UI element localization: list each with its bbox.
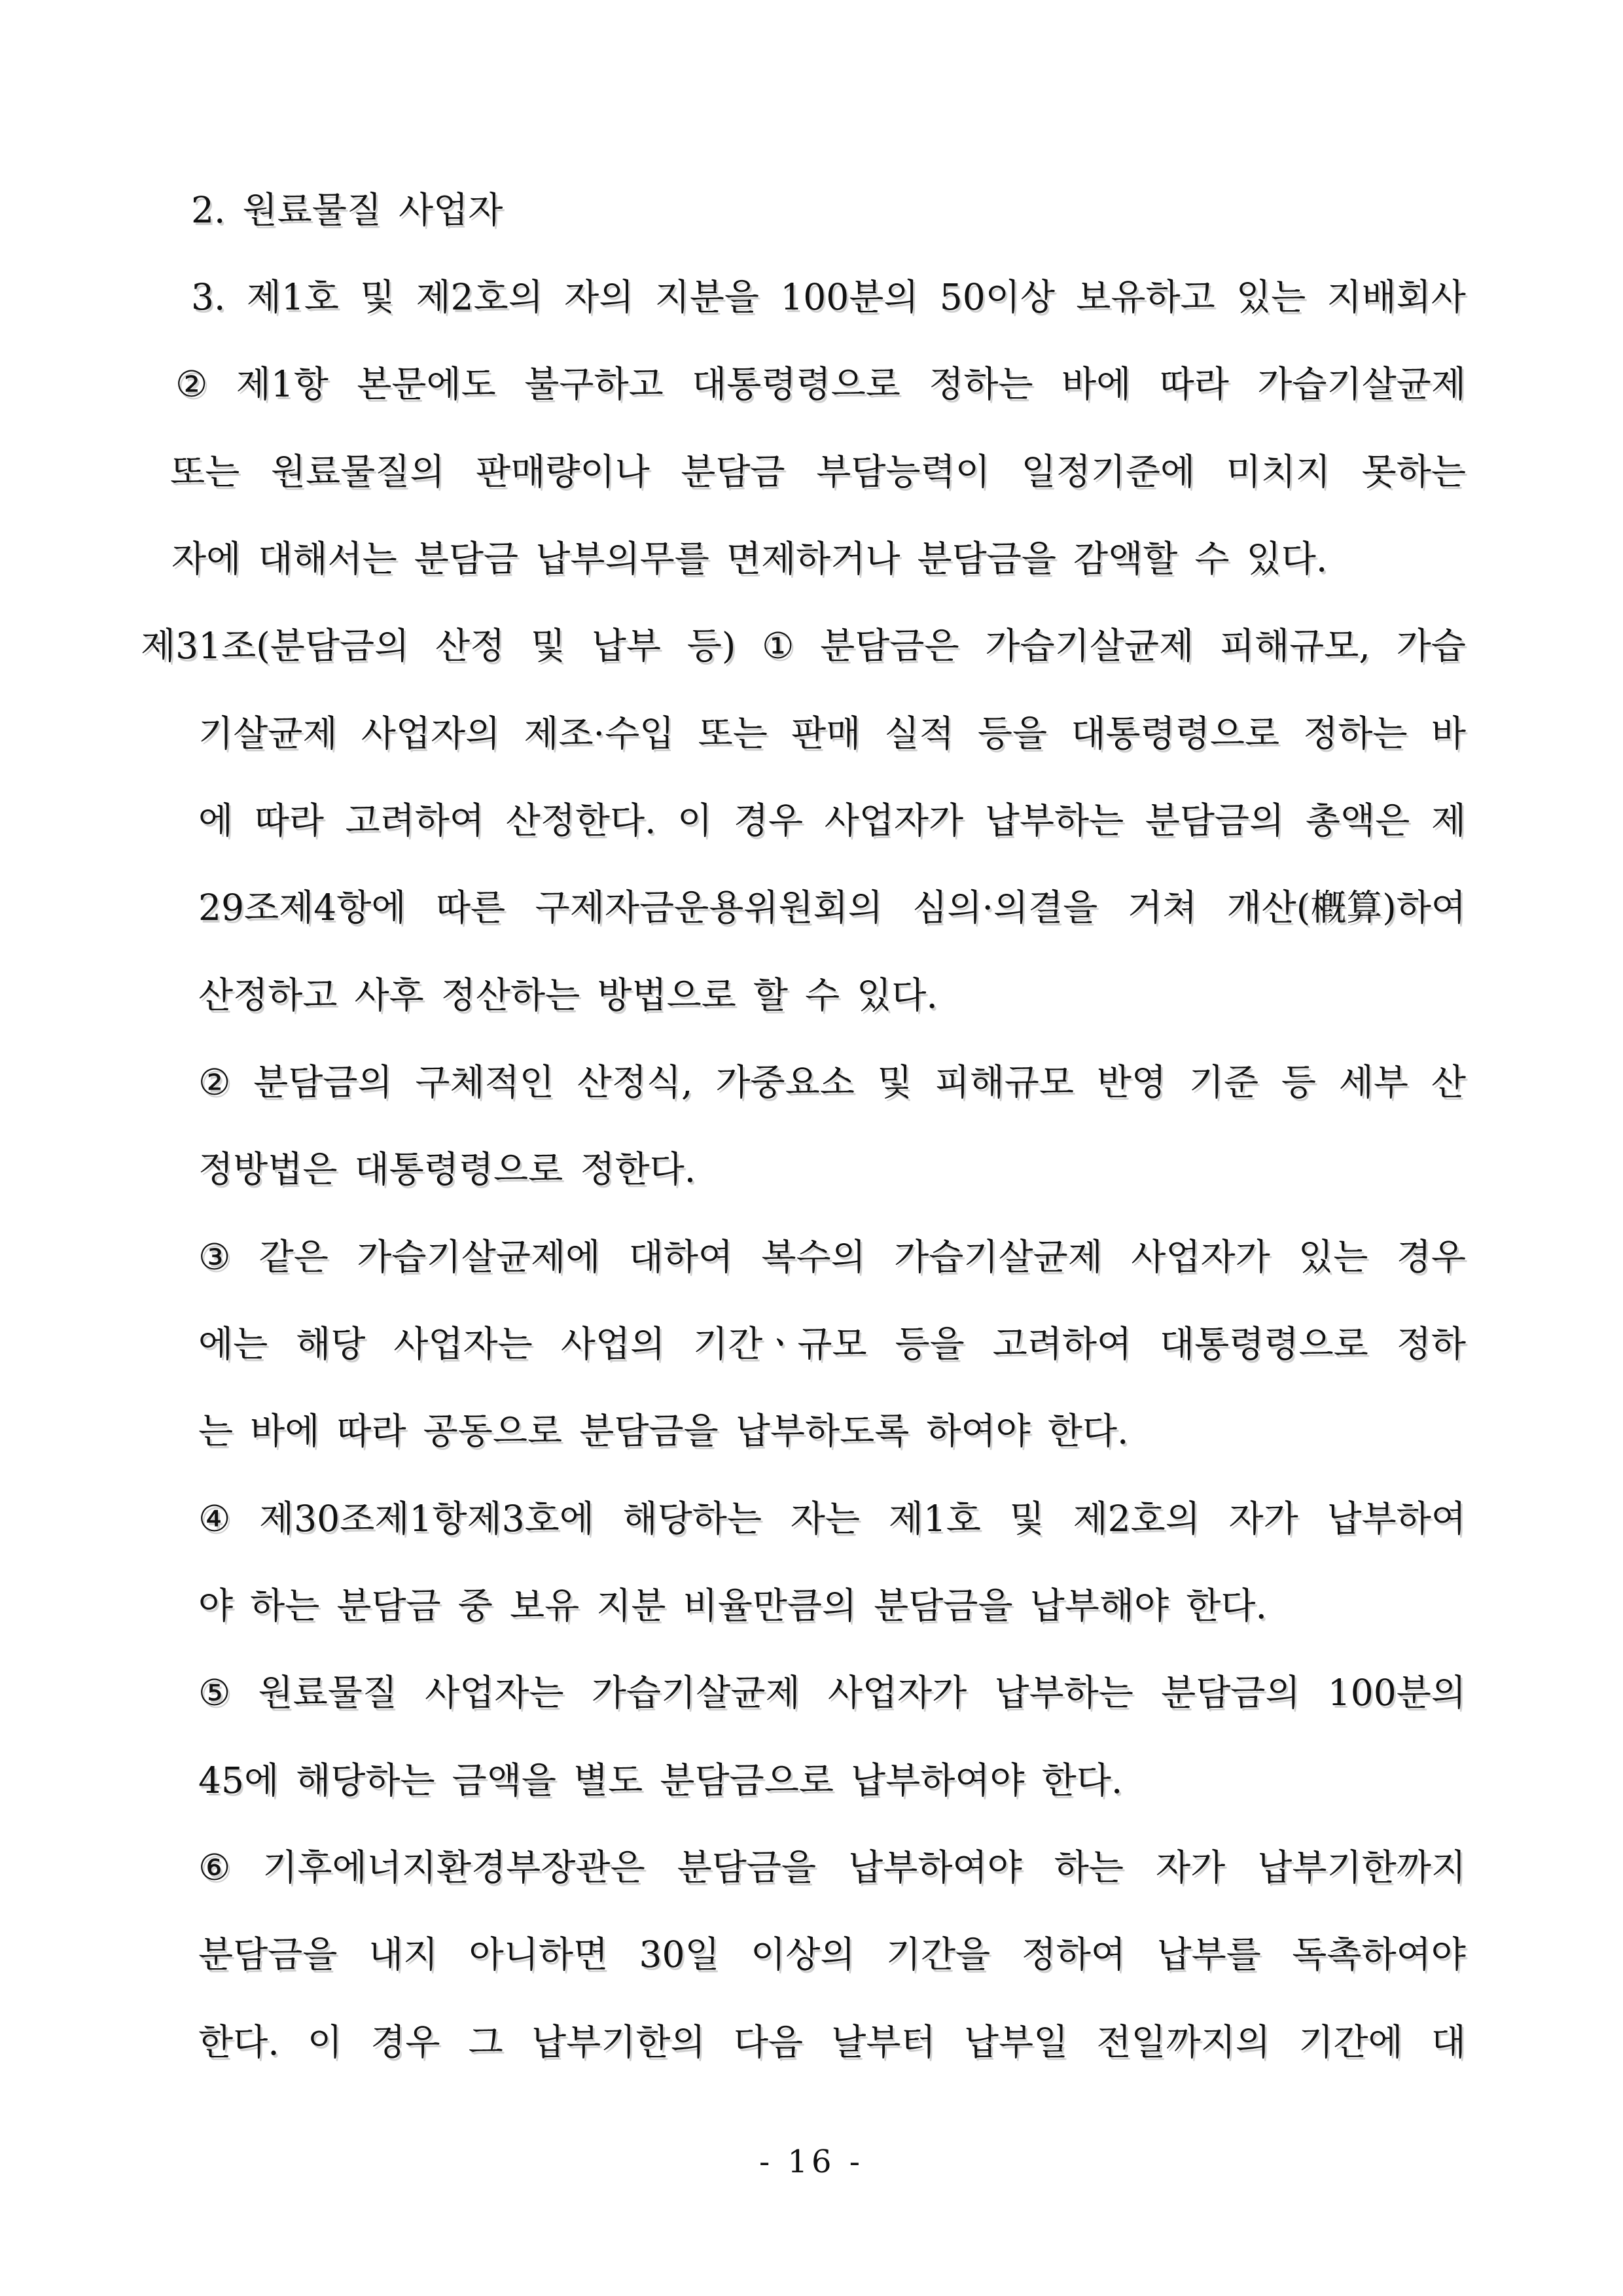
word: 자의 xyxy=(564,276,634,318)
word: 따라 xyxy=(336,1410,406,1452)
word: 따라 xyxy=(1159,363,1229,405)
word: 100분의 xyxy=(780,276,919,318)
word: 산정하고 xyxy=(198,974,338,1016)
word: 방법으로 xyxy=(597,974,736,1016)
word: 대통령령으로 xyxy=(1071,713,1280,754)
doc-line xyxy=(198,802,1466,839)
word: 원료물질의 xyxy=(270,451,445,493)
word: 는 xyxy=(198,1410,234,1452)
word: 비율만큼의 xyxy=(683,1585,857,1627)
doc-line xyxy=(198,1238,1466,1276)
word: 그 xyxy=(468,2021,503,2063)
word: 납부 xyxy=(591,625,662,667)
word: 대해서는 xyxy=(258,538,397,580)
word: 가습기살균제 xyxy=(985,625,1194,667)
word: 정하는 xyxy=(1303,713,1408,754)
word: 바에 xyxy=(250,1410,320,1452)
word: 납부해야 xyxy=(1029,1585,1169,1627)
word: 가습기살균제 xyxy=(1257,363,1466,405)
word: 분담금의 xyxy=(1145,800,1285,841)
word: 경우 xyxy=(1396,1236,1466,1278)
word: 기간ㆍ규모 xyxy=(692,1323,867,1365)
word: 2. xyxy=(191,189,226,231)
word: 납부하여야 xyxy=(850,1759,1025,1801)
word: 공동으로 xyxy=(423,1410,563,1452)
word: 중 xyxy=(457,1585,493,1627)
word: 및 xyxy=(1009,1498,1044,1540)
word: 50이상 xyxy=(939,276,1055,318)
word: 경우 xyxy=(370,2021,440,2063)
word: 이상의 xyxy=(751,1934,855,1975)
word: 반영 xyxy=(1096,1061,1167,1103)
word: 해당하는 xyxy=(296,1759,435,1801)
word: ⑥ xyxy=(198,1846,231,1888)
word: ② xyxy=(175,363,208,405)
word: 또는 xyxy=(698,713,768,754)
word: 납부하는 xyxy=(984,800,1124,841)
word: 한다. xyxy=(1186,1585,1267,1627)
word: 산정 xyxy=(435,625,505,667)
word: 사업자는 xyxy=(393,1323,533,1365)
word: 개산(槪算)하여 xyxy=(1226,887,1466,928)
word: 이 xyxy=(307,2021,343,2063)
doc-line xyxy=(171,540,1327,578)
word: 구제자금운용위원회의 xyxy=(535,887,883,928)
word: 판매량이나 xyxy=(476,451,650,493)
word: 따라 xyxy=(254,800,324,841)
word: 사업자가 xyxy=(824,800,964,841)
doc-line xyxy=(198,1412,1129,1450)
word: 및 xyxy=(877,1061,912,1103)
word: 자에 xyxy=(171,538,241,580)
word: 보유 xyxy=(509,1585,580,1627)
word: 납부의무를 xyxy=(535,538,709,580)
word: 기살균제 xyxy=(198,713,338,754)
word: 이 xyxy=(677,800,713,841)
word: 있는 xyxy=(1298,1236,1368,1278)
word: 분담금 xyxy=(414,538,519,580)
word: ① xyxy=(762,625,794,667)
word: 바에 xyxy=(1061,363,1132,405)
word: 가습기살균제 xyxy=(591,1672,800,1714)
word: 지배회사 xyxy=(1327,276,1466,318)
doc-line xyxy=(198,1500,1466,1538)
word: 사후 xyxy=(354,974,424,1016)
doc-line xyxy=(198,1150,696,1188)
word: 분담금 xyxy=(681,451,785,493)
word: 세부 xyxy=(1338,1061,1409,1103)
word: 사업자는 xyxy=(425,1672,564,1714)
word: 고려하여 xyxy=(992,1323,1132,1365)
word: 제1호 xyxy=(888,1498,981,1540)
word: 전일까지의 xyxy=(1096,2021,1271,2063)
word: 제30조제1항제3호에 xyxy=(259,1498,594,1540)
word: 복수의 xyxy=(761,1236,866,1278)
word: 경우 xyxy=(733,800,804,841)
word: 산정한다. xyxy=(505,800,656,841)
doc-line xyxy=(191,191,503,229)
doc-line xyxy=(198,1848,1466,1886)
word: 별도 xyxy=(573,1759,643,1801)
word: 45에 xyxy=(198,1759,279,1801)
word: 할 xyxy=(753,974,788,1016)
word: 등을 xyxy=(895,1323,965,1365)
word: 독촉하여야 xyxy=(1292,1934,1466,1975)
word: 야 xyxy=(198,1585,234,1627)
word: 판매 xyxy=(791,713,861,754)
word: 등을 xyxy=(977,713,1048,754)
word: 정산하는 xyxy=(440,974,580,1016)
word: 분담금으로 xyxy=(660,1759,834,1801)
word: 납부하여야 xyxy=(848,1846,1022,1888)
word: 수 xyxy=(805,974,840,1016)
doc-line xyxy=(198,976,938,1014)
word: 에는 xyxy=(198,1323,268,1365)
word: 등) xyxy=(687,625,736,667)
word: 못하는 xyxy=(1361,451,1466,493)
word: ③ xyxy=(198,1236,231,1278)
word: 정하 xyxy=(1396,1323,1466,1365)
word: 원료물질 xyxy=(242,189,382,231)
word: 등 xyxy=(1281,1061,1317,1103)
word: 따른 xyxy=(435,887,506,928)
word: 100분의 xyxy=(1327,1672,1466,1714)
word: 총액은 xyxy=(1305,800,1410,841)
word: 가중요소 xyxy=(715,1061,855,1103)
word: 거쳐 xyxy=(1127,887,1198,928)
word: 지분 xyxy=(596,1585,666,1627)
word: ④ xyxy=(198,1498,231,1540)
word: 사업자가 xyxy=(827,1672,967,1714)
word: 있다. xyxy=(1246,538,1328,580)
word: 하는 xyxy=(1054,1846,1124,1888)
doc-line xyxy=(198,1325,1466,1363)
word: 또는 xyxy=(170,451,240,493)
word: 한다. xyxy=(198,2021,279,2063)
word: 제 xyxy=(1431,800,1466,841)
word: ② xyxy=(198,1061,231,1103)
word: 분담금의 xyxy=(1161,1672,1300,1714)
word: 면제하거나 xyxy=(726,538,901,580)
word: 피해규모 xyxy=(935,1061,1075,1103)
word: 기간을 xyxy=(885,1934,991,1975)
word: 불구하고 xyxy=(524,363,664,405)
word: 한다. xyxy=(1041,1759,1123,1801)
doc-line xyxy=(141,627,1466,665)
doc-line xyxy=(198,1935,1466,1973)
word: 분담금을 xyxy=(917,538,1057,580)
word: 사업자의 xyxy=(361,713,501,754)
word: 바 xyxy=(1431,713,1466,754)
word: 분담금을 xyxy=(677,1846,817,1888)
word: 아니하면 xyxy=(469,1934,609,1975)
word: 분담금을 xyxy=(198,1934,338,1975)
word: 원료물질 xyxy=(258,1672,397,1714)
word: 구체적인 xyxy=(415,1061,554,1103)
word: 제2호의 xyxy=(1073,1498,1200,1540)
word: 미치지 xyxy=(1226,451,1331,493)
word: 감액할 xyxy=(1073,538,1178,580)
word: 일정기준에 xyxy=(1021,451,1196,493)
word: 지분을 xyxy=(654,276,760,318)
word: 제1항 xyxy=(236,363,329,405)
word: 납부하는 xyxy=(994,1672,1133,1714)
word: 하여야 xyxy=(926,1410,1031,1452)
word: 부담능력이 xyxy=(816,451,990,493)
word: 자가 xyxy=(1155,1846,1226,1888)
page-number: - 16 - xyxy=(758,2144,865,2180)
word: 고려하여 xyxy=(345,800,485,841)
word: 정하여 xyxy=(1021,1934,1126,1975)
word: 정하는 xyxy=(929,363,1033,405)
word: 해당하는 xyxy=(622,1498,762,1540)
word: 기간에 xyxy=(1298,2021,1403,2063)
word: 납부하도록 xyxy=(735,1410,910,1452)
doc-line xyxy=(198,1063,1466,1101)
word: 사업의 xyxy=(560,1323,666,1365)
word: 자는 xyxy=(790,1498,861,1540)
word: 분담금은 xyxy=(820,625,959,667)
word: 제31조(분담금의 xyxy=(141,625,410,667)
word: 수 xyxy=(1194,538,1230,580)
doc-line xyxy=(170,453,1466,491)
word: 해당 xyxy=(296,1323,366,1365)
word: 분담금의 xyxy=(253,1061,393,1103)
word: 분담금을 xyxy=(579,1410,719,1452)
word: 산정식, xyxy=(577,1061,693,1103)
word: 내지 xyxy=(368,1934,438,1975)
word: 대 xyxy=(1431,2021,1466,2063)
word: 있는 xyxy=(1236,276,1306,318)
word: 납부일 xyxy=(963,2021,1069,2063)
word: 본문에도 xyxy=(357,363,496,405)
word: 가습기살균제에 xyxy=(357,1236,601,1278)
word: 대통령령으로 xyxy=(1160,1323,1368,1365)
doc-line xyxy=(198,1587,1267,1625)
word: 제1호 xyxy=(246,276,339,318)
doc-line xyxy=(198,2023,1466,2061)
word: 하는 xyxy=(250,1585,320,1627)
word: 한다. xyxy=(1047,1410,1129,1452)
word: 산 xyxy=(1431,1061,1466,1103)
word: 자가 xyxy=(1228,1498,1298,1540)
word: 심의·의결을 xyxy=(912,887,1098,928)
doc-line xyxy=(198,1761,1122,1799)
word: 에 xyxy=(198,800,234,841)
word: 및 xyxy=(360,276,395,318)
word: 분담금 xyxy=(336,1585,441,1627)
doc-line xyxy=(198,715,1466,752)
word: 날부터 xyxy=(831,2021,936,2063)
doc-line xyxy=(191,278,1466,316)
doc-line xyxy=(198,1674,1466,1712)
word: 29조제4항에 xyxy=(198,887,406,928)
word: 납부를 xyxy=(1156,1934,1261,1975)
word: ⑤ xyxy=(198,1672,231,1714)
word: 정한다. xyxy=(580,1148,696,1190)
word: 실적 xyxy=(884,713,954,754)
word: 사업자가 xyxy=(1131,1236,1270,1278)
word: 사업자 xyxy=(399,189,503,231)
word: 제조·수입 xyxy=(524,713,675,754)
word: 납부기한까지 xyxy=(1257,1846,1466,1888)
word: 30일 xyxy=(639,1934,720,1975)
doc-line xyxy=(198,889,1466,927)
word: 기후에너지환경부장관은 xyxy=(262,1846,645,1888)
word: 가습기살균제 xyxy=(894,1236,1103,1278)
word: 보유하고 xyxy=(1076,276,1215,318)
word: 가습 xyxy=(1396,625,1466,667)
word: 피해규모, xyxy=(1219,625,1370,667)
word: 대통령령으로 xyxy=(692,363,901,405)
word: 납부하여 xyxy=(1327,1498,1466,1540)
doc-line xyxy=(175,365,1466,403)
word: 있다. xyxy=(857,974,938,1016)
word: 같은 xyxy=(259,1236,329,1278)
word: 기준 xyxy=(1188,1061,1259,1103)
word: 납부기한의 xyxy=(531,2021,705,2063)
word: 대하여 xyxy=(628,1236,733,1278)
word: 분담금을 xyxy=(874,1585,1013,1627)
word: 대통령령으로 xyxy=(354,1148,563,1190)
word: 제2호의 xyxy=(416,276,543,318)
word: 및 xyxy=(530,625,566,667)
word: 다음 xyxy=(733,2021,804,2063)
word: 3. xyxy=(191,276,226,318)
word: 정방법은 xyxy=(198,1148,338,1190)
word: 금액을 xyxy=(452,1759,557,1801)
